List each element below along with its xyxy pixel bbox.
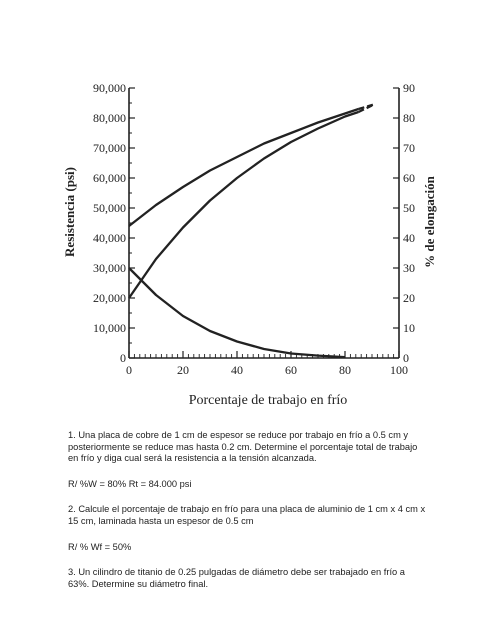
y-left-tick-label: 40,000 [93,231,126,245]
y-left-tick-label: 90,000 [93,81,126,95]
y-left-tick-label: 50,000 [93,201,126,215]
question-1: 1. Una placa de cobre de 1 cm de espesor se reduce por trabajo en frío a 0.5 cm y posteriormente se reduce mas hasta 0.2 cm. Determine el porcentaje total de trabajo en frío y diga cual será la resistencia a la tensión alcanzada. [68,430,418,464]
y-right-tick-label: 60 [403,171,415,185]
x-tick-label: 60 [285,363,297,377]
series-line-3 [129,268,345,357]
y-right-tick-label: 90 [403,81,415,95]
y-left-tick-label: 70,000 [93,141,126,155]
y-right-tick-label: 0 [403,351,409,365]
chart-svg [60,72,445,412]
question-2: 2. Calcule el porcentaje de trabajo en frío para una placa de aluminio de 1 cm x 4 cm x 15 cm, laminada hasta un espesor de 0.5 cm [68,504,426,526]
x-tick-label: 100 [390,363,408,377]
answer-2: R/ % Wf = 50% [68,541,132,552]
y-left-tick-label: 80,000 [93,111,126,125]
question-3: 3. Un cilindro de titanio de 0.25 pulgadas de diámetro debe ser trabajado en frío a 63%. Determine su diámetro final. [68,567,405,589]
y-right-tick-label: 50 [403,201,415,215]
y-left-tick-label: 0 [120,351,126,365]
y-right-tick-label: 20 [403,291,415,305]
questions-section [68,430,448,604]
y-left-tick-label: 10,000 [93,321,126,335]
y-left-tick-label: 30,000 [93,261,126,275]
answer-1: R/ %W = 80% Rt = 84.000 psi [68,478,192,489]
cold-work-chart [60,72,445,412]
series-line-2 [129,112,359,298]
x-axis-label: Porcentaje de trabajo en frío [188,393,348,408]
y-left-tick-label: 20,000 [93,291,126,305]
y-right-tick-label: 30 [403,261,415,275]
y-right-tick-label: 40 [403,231,415,245]
y-axis-label-left: Resistencia (psi) [62,167,77,257]
y-right-tick-label: 80 [403,111,415,125]
y-right-tick-label: 70 [403,141,415,155]
x-tick-label: 40 [231,363,243,377]
y-left-tick-label: 60,000 [93,171,126,185]
x-tick-label: 20 [177,363,189,377]
y-right-tick-label: 10 [403,321,415,335]
x-tick-label: 80 [339,363,351,377]
y-axis-label-right: % de elongación [422,176,437,268]
x-tick-label: 0 [126,363,132,377]
